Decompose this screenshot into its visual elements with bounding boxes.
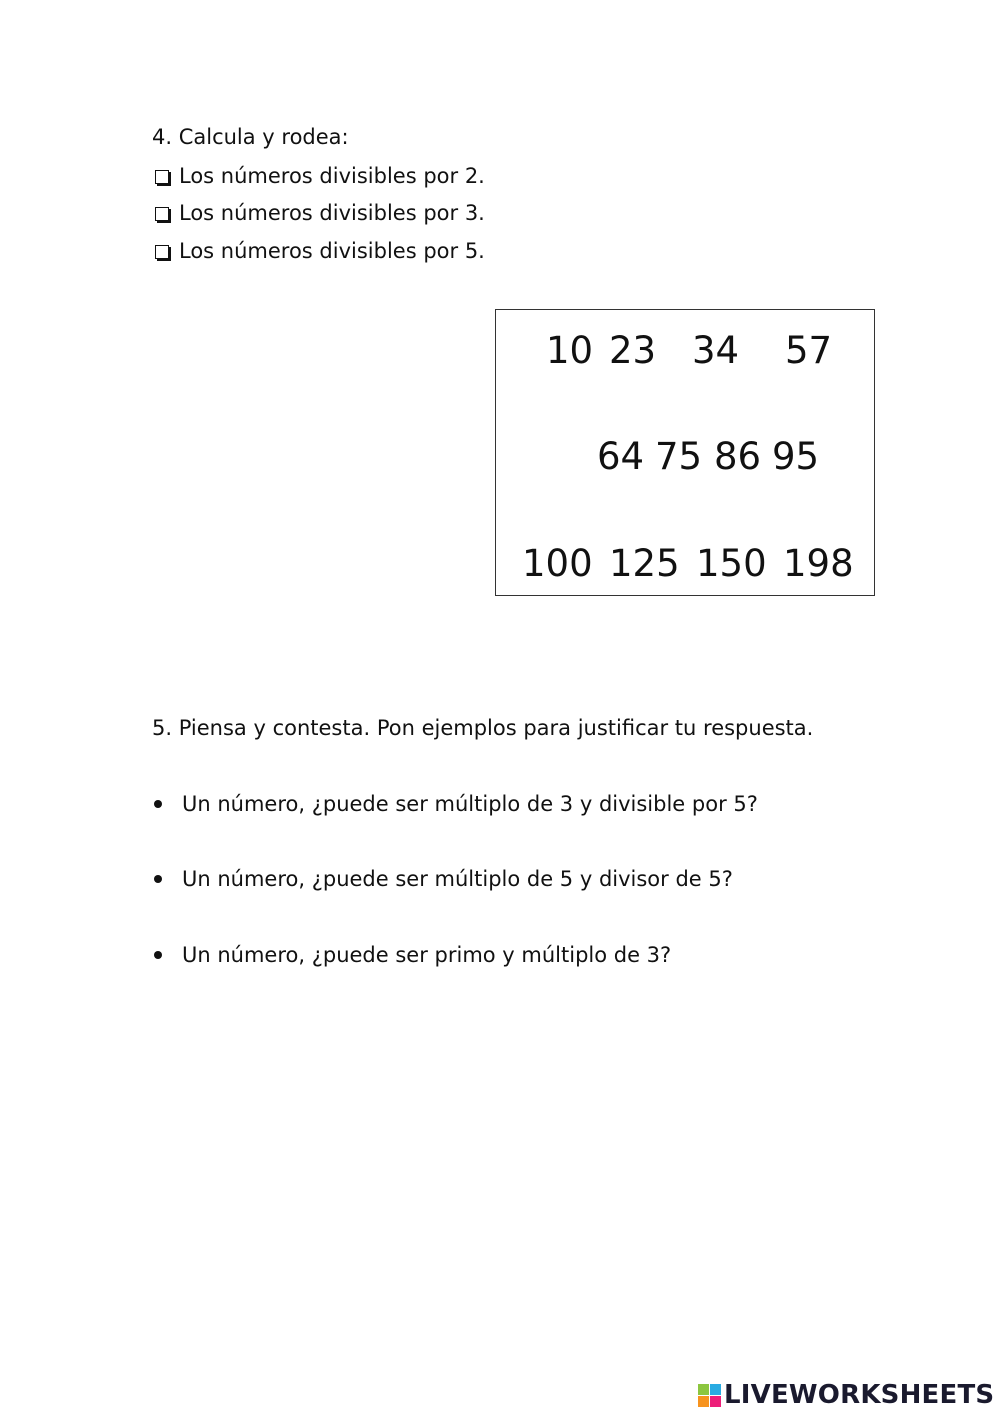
exercise-5-question: Un número, ¿puede ser múltiplo de 5 y divisor de 5? [152, 869, 733, 890]
bullet-icon [154, 951, 162, 959]
liveworksheets-logo [698, 1380, 994, 1410]
brand-name: LIVEWORKSHEETS [724, 1380, 995, 1410]
number-item[interactable]: 64 [597, 435, 645, 478]
checkbox-bullet-icon [155, 207, 169, 221]
bullet-icon [154, 875, 162, 883]
number-item[interactable]: 23 [609, 329, 657, 372]
exercise-4-item: Los números divisibles por 5. [155, 241, 485, 262]
checkbox-bullet-icon [155, 170, 169, 184]
number-item[interactable]: 86 [714, 435, 762, 478]
number-item[interactable]: 10 [546, 329, 594, 372]
exercise-4-item: Los números divisibles por 3. [155, 203, 485, 224]
number-item[interactable]: 34 [692, 329, 740, 372]
number-item[interactable]: 100 [522, 542, 593, 585]
liveworksheets-logo-icon [698, 1384, 721, 1407]
number-item[interactable]: 150 [696, 542, 767, 585]
number-item[interactable]: 57 [785, 329, 833, 372]
exercise-5-heading: 5. Piensa y contesta. Pon ejemplos para justificar tu respuesta. [152, 716, 814, 740]
number-item[interactable]: 75 [655, 435, 703, 478]
exercise-5-question: Un número, ¿puede ser múltiplo de 3 y divisible por 5? [152, 794, 758, 815]
number-item[interactable]: 95 [772, 435, 820, 478]
number-item[interactable]: 198 [783, 542, 854, 585]
numbers-box [495, 309, 875, 596]
exercise-4-item: Los números divisibles por 2. [155, 166, 485, 187]
number-item[interactable]: 125 [609, 542, 680, 585]
exercise-5-question: Un número, ¿puede ser primo y múltiplo de 3? [152, 945, 671, 966]
bullet-icon [154, 800, 162, 808]
checkbox-bullet-icon [155, 245, 169, 259]
exercise-4-heading: 4. Calcula y rodea: [152, 125, 349, 149]
